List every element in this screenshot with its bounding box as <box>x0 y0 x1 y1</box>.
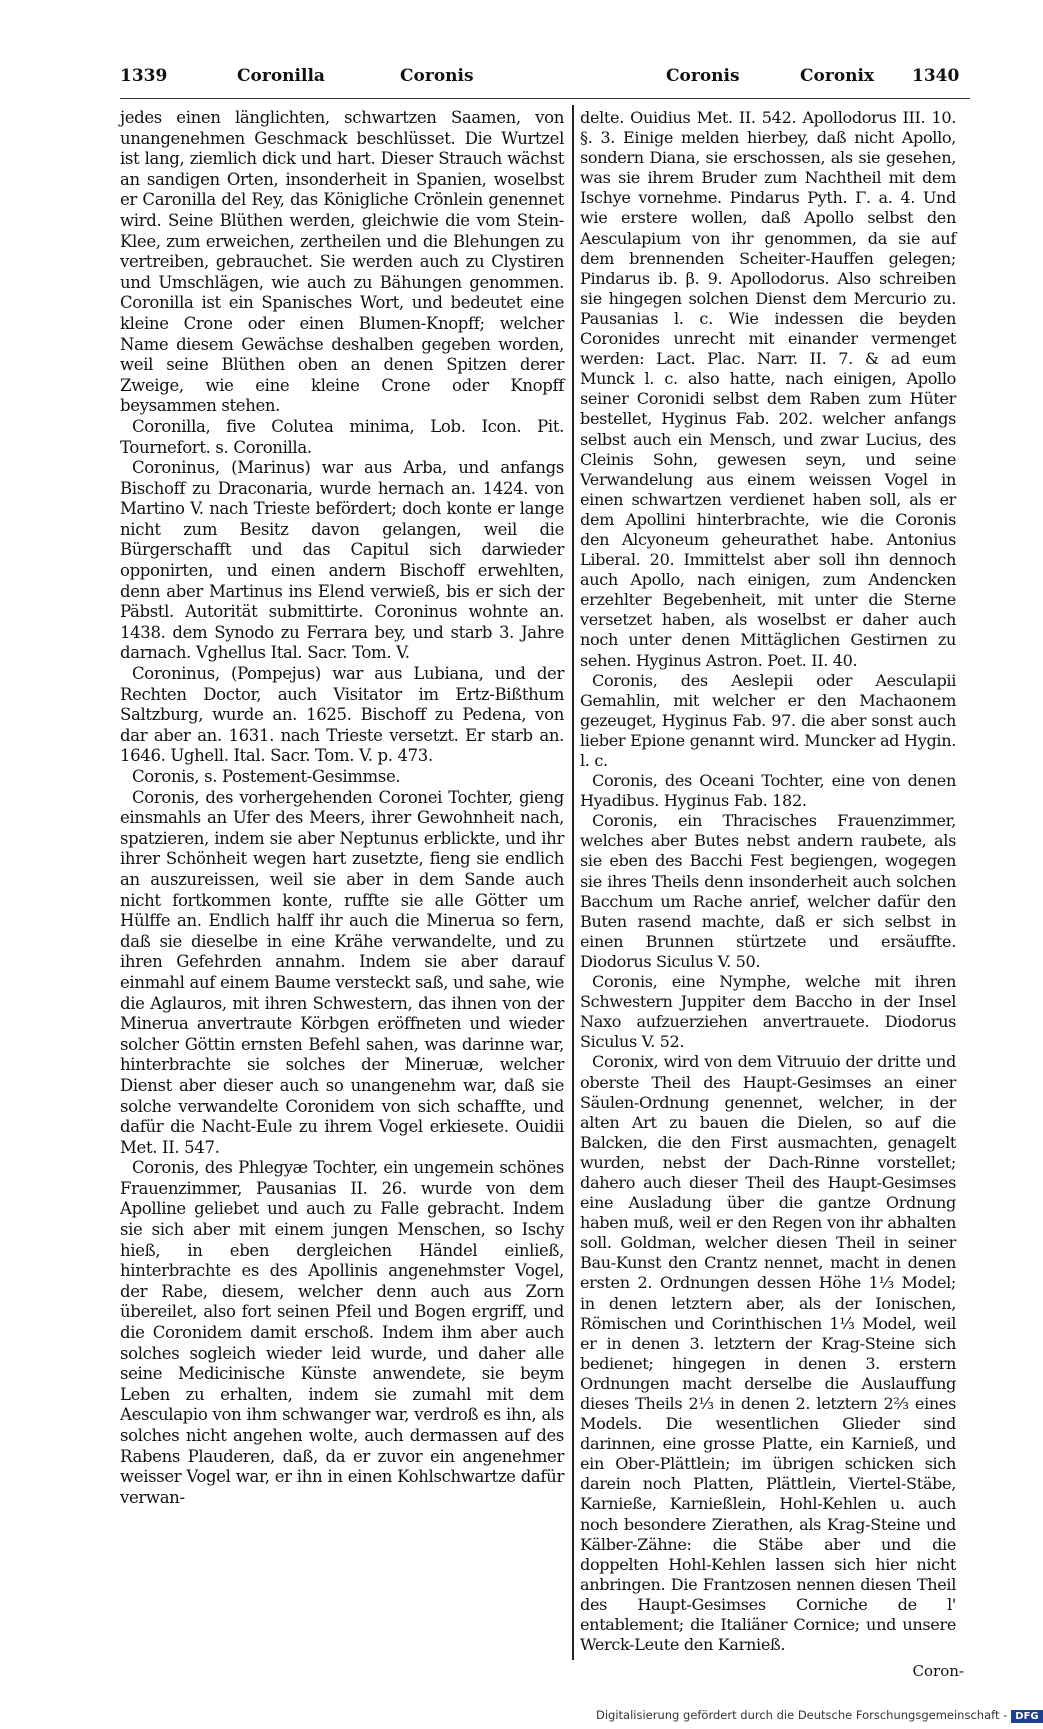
entry-paragraph: Coronis, des Phlegyæ Tochter, ein ungemein schönes Frauenzimmer, Pausanias II. 26. wurde von dem Apolline geliebet und auch zu Falle gebracht. Indem sie sich aber mit einem jungen Menschen, so Ischy hieß, in eben dergleichen Händel einließ, hinterbrachte es des Apollinis angenehmster Vogel, der Rabe, diesem, welcher denn auch aus Zorn übereilet, also fort seinen Pfeil und Bogen ergriff, und die Coronidem damit erschoß. Indem ihm aber auch solches sogleich wieder leid wurde, und daher alle seine Medicinische Künste anwendete, sie beym Leben zu erhalten, indem sie zumahl mit dem Aesculapio von ihm schwanger war, verdroß es ihn, als solches nicht angehen wolte, auch dermassen auf des Rabens Plauderen, daß, da er zuvor ein angenehmer weisser Vogel war, er ihn in einen Kohlschwartze dafür verwan- <box>120 1158 564 1507</box>
entry-paragraph: Coronix, wird von dem Vitruuio der dritte und oberste Theil des Haupt-Gesimses an einer Säulen-Ordnung genennet, welcher, in der alten Art zu bauen die Dielen, so auf die Balcken, die den First ausmachten, genagelt wurden, nebst der Dach-Rinne vorstellet; dahero auch dieser Theil des Haupt-Gesimses eine Ausladung über die gantze Ordnung haben muß, weil er den Regen von ihr abhalten soll. Goldman, welcher diesen Theil in seiner Bau-Kunst den Crantz nennet, macht in denen ersten 2. Ordnungen dessen Höhe 1⅓ Model; in denen letztern aber, als der Ionischen, Römischen und Corinthischen 1⅓ Model, weil er in denen 3. letztern der Krag-Steine sich bedienet; hingegen in denen 3. erstern Ordnungen macht derselbe die Auslauffung dieses Theils 2⅓ in denen 2. letztern 2⅔ eines Models. Die wesentlichen Glieder sind darinnen, eine grosse Platte, ein Karnieß, und ein Ober-Plättlein; im übrigen schicken sich darein noch Platten, Plättlein, Viertel-Stäbe, Karnieße, Karnießlein, Hohl-Kehlen u. auch noch besondere Zierathen, als Krag-Steine und Kälber-Zähne: die Stäbe aber und die doppelten Hohl-Kehlen lassen sich hier nicht anbringen. Die Frantzosen nennen diesen Theil des Haupt-Gesimses Corniche de l' entablement; die Italiäner Cornice; und unsere Werck-Leute den Karnieß. <box>580 1052 956 1655</box>
entry-paragraph: Coronis, s. Postement-Gesimmse. <box>132 767 401 786</box>
entry-paragraph: Coronis, des Aeslepii oder Aesculapii Gemahlin, mit welcher er den Machaonem gezeuget, Hyginus Fab. 97. die aber sonst auch lieber Epione genannt wird. Muncker ad Hygin. l. c. <box>580 670 956 770</box>
entry-paragraph: jedes einen länglichten, schwartzen Saamen, von unangenehmen Geschmack beschlüsset. Die Wurtzel ist lang, ziemlich dick und hart. Dieser Strauch wächst an sandigen Orten, insonderheit in Spanien, woselbst er Caronilla del Rey, das Königliche Crönlein genennet wird. Seine Blüthen werden, gleichwie die vom Stein-Klee, zum erweichen, zertheilen und die Blehungen zu vertreiben, gebrauchet. Sie werden auch zu Clystiren und Umschlägen, wie auch zu Bähungen genommen. Coronilla ist ein Spanisches Wort, und bedeutet eine kleine Crone oder einen Blumen-Knopff; welcher Name diesem Gewächse deshalben gegeben worden, weil seine Blüthen oben an denen Spitzen derer Zweige, wie eine kleine Crone oder Knopff beysammen stehen. <box>120 108 564 416</box>
entry-paragraph: Coronis, des Oceani Tochter, eine von denen Hyadibus. Hyginus Fab. 182. <box>580 771 956 811</box>
entry-paragraph: Coronilla, five Colutea minima, Lob. Icon. Pit. Tournefort. s. Coronilla. <box>120 416 564 457</box>
entry-paragraph: Coronis, des vorhergehenden Coronei Tochter, gieng einsmahls an Ufer des Meers, ihrer Gewohnheit nach, spatzieren, indem sie aber Neptunus erblickte, und ihr ihrer Schönheit wegen hart zusetzte, fieng sie endlich an auszureissen, weil sie aber in dem Sande auch nicht fortkommen konte, ruffte sie alle Götter um Hülffe an. Endlich halff ihr auch die Minerua so fern, daß sie dieselbe in eine Krähe verwandelte, und zu ihren Gefehrden annahm. Indem sie aber darauf einmahl auf einem Baume versteckt saß, und sahe, wie die Aglauros, mit ihren Schwestern, das ihnen von der Minerua anvertraute Körbgen eröffneten und wieder solcher Göttin ernsten Befehl sahen, was darinne war, hinterbrachte sie solches der Mineruæ, welcher Dienst aber dieser auch so unangenehm war, daß sie solche verwandelte Coronidem von sich schaffte, und dafür die Nacht-Eule zu ihrem Vogel erkiesete. Ouidii Met. II. 547. <box>120 787 564 1157</box>
left-column <box>120 108 564 1508</box>
entry-paragraph: Coronis, ein Thracisches Frauenzimmer, welches aber Butes nebst andern raubete, als sie eben des Bacchi Fest begiengen, wogegen sie ihres Theils denn insonderheit auch solchen Bacchum um Rache anrief, welcher dafür den Buten rasend machte, daß er sich selbst in einen Brunnen stürtzete und ersäuffte. Diodorus Siculus V. 50. <box>580 811 956 971</box>
column-divider <box>572 105 574 1660</box>
left-page-number: 1339 <box>120 66 168 86</box>
left-header-keyword-1: Coronilla <box>237 66 325 86</box>
entry-paragraph: Coronis, eine Nymphe, welche mit ihren Schwestern Juppiter dem Baccho in der Insel Naxo aufzuerziehen anvertrauete. Diodorus Siculus V. 52. <box>580 972 956 1052</box>
right-page-number: 1340 <box>912 66 960 86</box>
right-header-keyword-2: Coronix <box>800 66 875 86</box>
left-header-keyword-2: Coronis <box>400 66 474 86</box>
entry-paragraph: delte. Ouidius Met. II. 542. Apollodorus III. 10. §. 3. Einige melden hierbey, daß nicht Apollo, sondern Diana, sie erschossen, als sie gesehen, was sie ihrem Bruder zum Nachtheil mit dem Ischye vornehme. Pindarus Pyth. Γ. a. 4. Und wie erstere wollen, daß Apollo selbst den Aesculapium von ihr genommen, da sie auf dem brennenden Scheiter-Hauffen gelegen; Pindarus ib. β. 9. Apollodorus. Also schreiben sie hingegen solchen Dienst dem Mercurio zu. Pausanias l. c. Wie indessen die beyden Coronides unrecht mit einander vermenget werden: Lact. Plac. Narr. II. 7. & ad eum Munck l. c. also hatte, nach einigen, Apollo seiner Coronidi selbst dem Raben zum Hüter bestellet, Hyginus Fab. 202. welcher anfangs selbst auch ein Mensch, und zwar Lucius, des Cleinis Sohn, gewesen seyn, und seine Verwandelung aus einem weissen Vogel in einen schwartzen verdienet haben soll, als er dem Apollini hinterbrachte, wie die Coronis den Alcyoneum geheurathet habe. Antonius Liberal. 20. Immittelst aber soll ihn dennoch auch Apollo, nach einigen, zum Andencken erzehlter Begebenheit, mit unter die Sterne versetzet haben, als woselbst er daher auch noch unter denen Mittäglichen Gestirnen zu sehen. Hyginus Astron. Poet. II. 40. <box>580 108 956 670</box>
digitization-footer <box>596 1708 1043 1723</box>
header-rule <box>120 98 970 99</box>
dfg-logo: DFG <box>1011 1710 1042 1723</box>
footer-text: Digitalisierung gefördert durch die Deutsche Forschungsgemeinschaft - <box>596 1708 1008 1722</box>
entry-paragraph: Coroninus, (Pompejus) war aus Lubiana, und der Rechten Doctor, auch Visitator im Ertz-Bißthum Saltzburg, wurde an. 1625. Bischoff zu Pedena, von dar aber an. 1631. nach Trieste versetzt. Er starb an. 1646. Ughell. Ital. Sacr. Tom. V. p. 473. <box>120 664 564 766</box>
right-header-keyword-1: Coronis <box>666 66 740 86</box>
entry-paragraph: Coroninus, (Marinus) war aus Arba, und anfangs Bischoff zu Draconaria, wurde hernach an. 1424. von Martino V. nach Trieste befördert; doch konte er lange nicht zum Besitz davon gelangen, weil die Bürgerschafft und das Capitul sich darwieder opponirten, und einen andern Bischoff erwehlten, denn aber Martinus ins Elend verwieß, bis er sich der Päbstl. Autorität submittirte. Coroninus wohnte an. 1438. dem Synodo zu Ferrara bey, und starb 3. Jahre darnach. Vghellus Ital. Sacr. Tom. V. <box>120 458 564 663</box>
right-column <box>580 108 956 1655</box>
catchword: Coron- <box>912 1662 964 1680</box>
